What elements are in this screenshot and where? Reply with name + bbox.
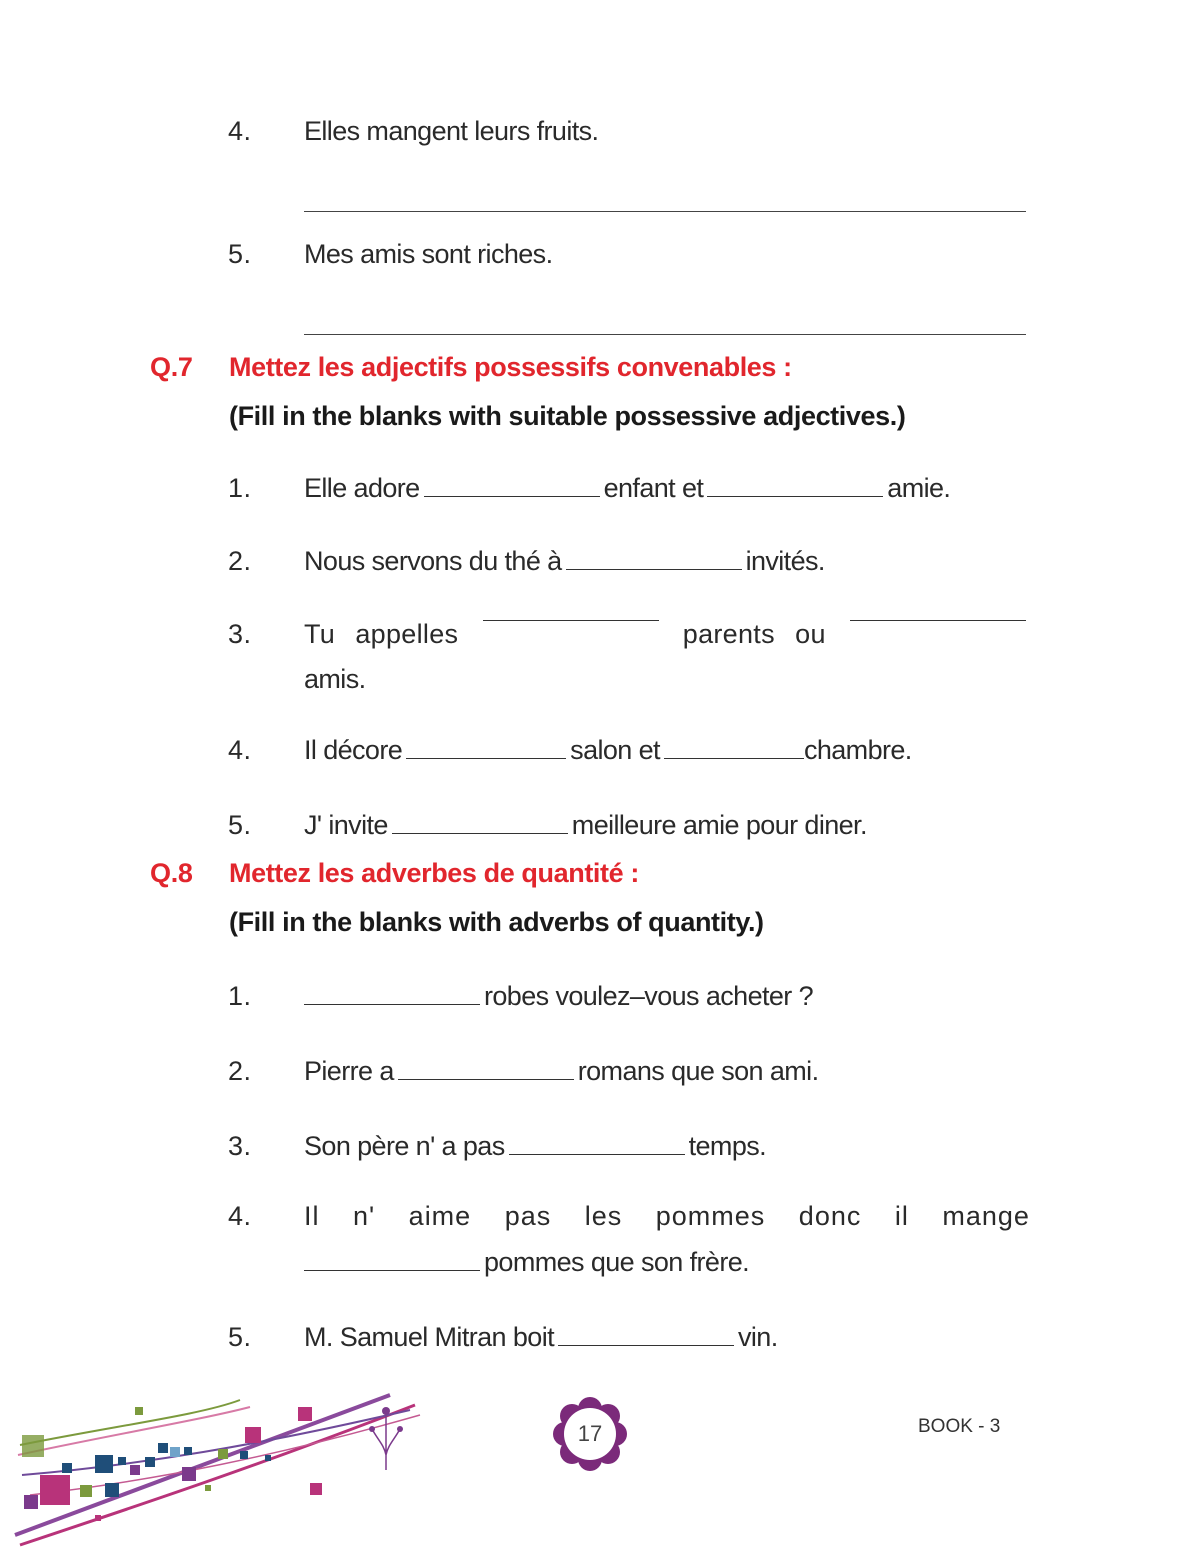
page-number-badge <box>553 1397 627 1471</box>
question-label: Q.7 <box>150 352 193 382</box>
question-label: Q.8 <box>150 858 193 888</box>
blank[interactable] <box>304 1269 480 1271</box>
blank[interactable] <box>304 1003 480 1005</box>
question-title: Mettez les adverbes de quantité : <box>229 858 639 888</box>
question-subtitle: (Fill in the blanks with suitable possessive adjectives.) <box>229 401 906 431</box>
item-text: J' invite meilleure amie pour diner. <box>304 810 867 840</box>
item-text: Tu appelles parents ou <box>304 619 1030 650</box>
blank[interactable] <box>850 619 1026 621</box>
item-text: Elle adore enfant et amie. <box>304 473 951 503</box>
item-text-continued: amis. <box>304 664 366 694</box>
item-text-continued: pommes que son frère. <box>304 1247 749 1278</box>
item-number: 4. <box>228 735 252 765</box>
blank[interactable] <box>707 495 883 497</box>
question-subtitle: (Fill in the blanks with adverbs of quantity.) <box>229 907 764 937</box>
answer-line[interactable] <box>304 334 1026 335</box>
blank[interactable] <box>406 757 566 759</box>
answer-line[interactable] <box>304 211 1026 212</box>
book-label: BOOK - 3 <box>918 1416 1001 1437</box>
item-number: 5. <box>228 810 252 840</box>
item-text: Nous servons du thé à invités. <box>304 546 825 576</box>
blank[interactable] <box>483 619 659 621</box>
page-number: 17 <box>577 1421 603 1446</box>
blank[interactable] <box>424 495 600 497</box>
item-number: 1. <box>228 981 252 1011</box>
question-title: Mettez les adjectifs possessifs convenables : <box>229 352 792 382</box>
blank[interactable] <box>398 1078 574 1080</box>
item-text: Elles mangent leurs fruits. <box>304 116 599 146</box>
item-number: 3. <box>228 1131 252 1161</box>
blank[interactable] <box>566 568 742 570</box>
item-text: M. Samuel Mitran boit vin. <box>304 1322 778 1352</box>
blank[interactable] <box>509 1153 685 1155</box>
item-text: Il décore salon et chambre. <box>304 735 912 765</box>
blank[interactable] <box>558 1344 734 1346</box>
item-number: 4. <box>228 116 252 146</box>
item-text: Son père n' a pas temps. <box>304 1131 767 1161</box>
item-text: Mes amis sont riches. <box>304 239 553 269</box>
blank[interactable] <box>392 832 568 834</box>
item-number: 2. <box>228 546 252 576</box>
item-number: 5. <box>228 239 252 269</box>
item-text: Pierre a romans que son ami. <box>304 1056 819 1086</box>
item-number: 4. <box>228 1201 252 1231</box>
blank[interactable] <box>664 757 804 759</box>
item-number: 5. <box>228 1322 252 1352</box>
item-number: 1. <box>228 473 252 503</box>
item-number: 2. <box>228 1056 252 1086</box>
item-text: robes voulez–vous acheter ? <box>304 981 813 1012</box>
item-number: 3. <box>228 619 252 649</box>
decorative-swirl-graphic <box>0 1385 440 1555</box>
item-text: Il n' aime pas les pommes donc il mange <box>304 1201 1030 1231</box>
